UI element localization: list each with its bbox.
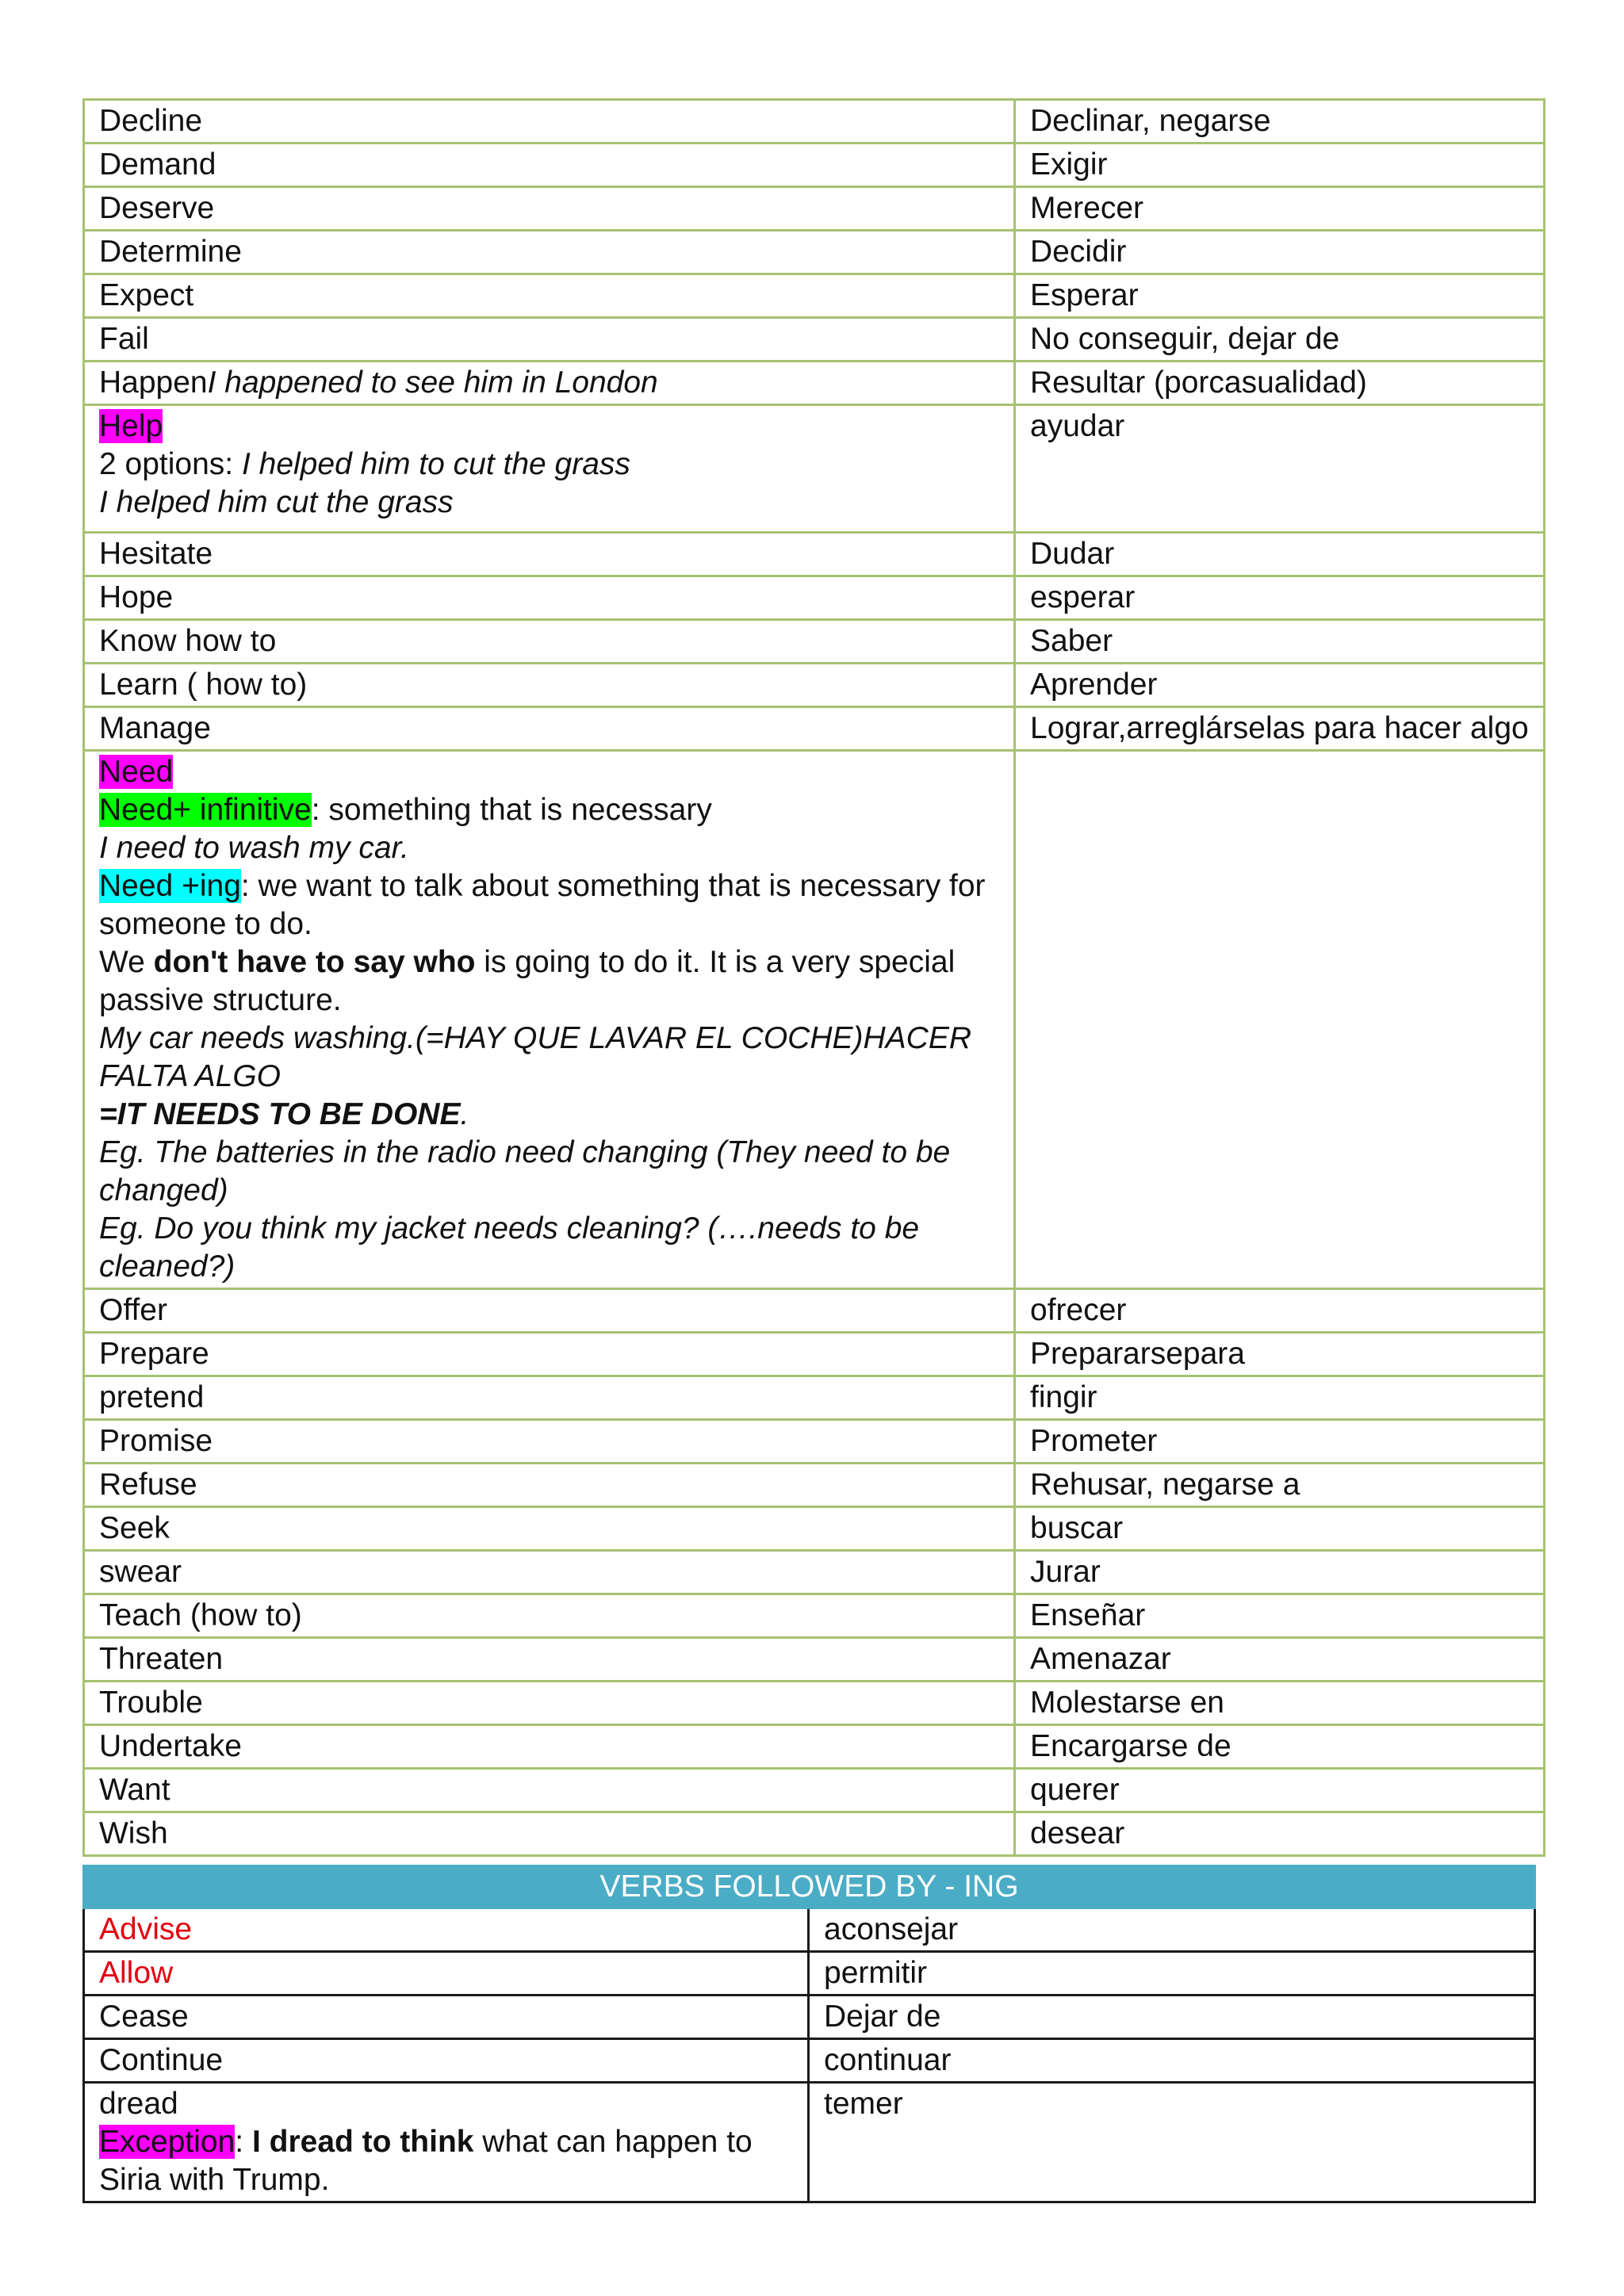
table-row	[84, 1952, 1535, 1996]
translation-cell: Rehusar, negarse a	[1015, 1464, 1545, 1507]
verb-cell: Want	[84, 1769, 1015, 1812]
verb-example: Eg. Do you think my jacket needs cleaning? (….needs to be cleaned?)	[99, 1211, 920, 1284]
table-row	[84, 1725, 1545, 1769]
table-row	[84, 576, 1545, 620]
table-row	[84, 362, 1545, 405]
translation-cell: ayudar	[1015, 405, 1545, 533]
example-period: .	[460, 1097, 469, 1131]
translation-cell: Molestarse en	[1015, 1682, 1545, 1725]
verb-cell: Deserve	[84, 187, 1015, 231]
translation-cell	[1015, 751, 1545, 1289]
table-row	[84, 144, 1545, 187]
translation-cell: querer	[1015, 1769, 1545, 1812]
table-row	[84, 1333, 1545, 1376]
verb-example-bold: =IT NEEDS TO BE DONE	[99, 1097, 461, 1131]
table-row	[84, 1376, 1545, 1420]
need-infinitive-label: Need+ infinitive	[99, 793, 312, 827]
translation-cell: Encargarse de	[1015, 1725, 1545, 1769]
table-row	[84, 1551, 1545, 1594]
translation-cell: Resultar (porcasualidad)	[1015, 362, 1545, 405]
exception-rest: what can happen to Siria with Trump.	[99, 2125, 753, 2197]
translation-cell: temer	[809, 2083, 1535, 2202]
translation-cell: Dejar de	[809, 1996, 1535, 2039]
verb-cell: Fail	[84, 318, 1015, 362]
verb-label: dread	[99, 2087, 178, 2121]
verb-cell: Determine	[84, 231, 1015, 274]
verb-cell	[84, 405, 1015, 533]
verb-example: My car needs washing.(=HAY QUE LAVAR EL COCHE)HACER FALTA ALGO	[99, 1021, 971, 1093]
verb-cell: Know how to	[84, 620, 1015, 664]
verb-cell: Wish	[84, 1812, 1015, 1856]
translation-cell: Lograr,arreglárselas para hacer algo	[1015, 707, 1545, 751]
translation-cell: esperar	[1015, 576, 1545, 620]
verb-example: I helped him cut the grass	[99, 485, 454, 519]
table-row	[84, 1594, 1545, 1638]
translation-cell: Enseñar	[1015, 1594, 1545, 1638]
translation-cell: Amenazar	[1015, 1638, 1545, 1682]
verb-cell: Promise	[84, 1420, 1015, 1464]
verb-cell: pretend	[84, 1376, 1015, 1420]
translation-cell: ofrecer	[1015, 1289, 1545, 1333]
table-row	[84, 1420, 1545, 1464]
table-row	[84, 1464, 1545, 1507]
table-row	[84, 274, 1545, 318]
need-ing-label: Need +ing	[99, 869, 241, 903]
need-ing-text: : we want to talk about something that is necessary for someone to do.	[99, 869, 986, 941]
translation-cell: fingir	[1015, 1376, 1545, 1420]
table-row	[84, 1638, 1545, 1682]
verb-cell: Hesitate	[84, 533, 1015, 576]
verb-cell: Seek	[84, 1507, 1015, 1551]
translation-cell: Esperar	[1015, 274, 1545, 318]
translation-cell: permitir	[809, 1952, 1535, 1996]
need-infinitive-text: : something that is necessary	[311, 793, 712, 827]
table-row	[84, 231, 1545, 274]
table-row	[84, 1682, 1545, 1725]
translation-cell: Saber	[1015, 620, 1545, 664]
verb-example: I happened to see him in London	[207, 365, 658, 400]
verb-cell: Manage	[84, 707, 1015, 751]
verb-cell: Threaten	[84, 1638, 1015, 1682]
need-bold: don't have to say who	[153, 945, 476, 979]
table-row	[84, 187, 1545, 231]
translation-cell: buscar	[1015, 1507, 1545, 1551]
table-row	[84, 751, 1545, 1289]
translation-cell: Prepararsepara	[1015, 1333, 1545, 1376]
verb-cell: Prepare	[84, 1333, 1015, 1376]
verb-cell: Refuse	[84, 1464, 1015, 1507]
table-row	[84, 1996, 1535, 2039]
verb-cell	[84, 362, 1015, 405]
translation-cell: Decidir	[1015, 231, 1545, 274]
translation-cell: Prometer	[1015, 1420, 1545, 1464]
translation-cell: Exigir	[1015, 144, 1545, 187]
ing-verbs-table	[82, 1865, 1536, 2203]
table-row	[84, 1812, 1545, 1856]
table-row	[84, 100, 1545, 144]
verb-cell: Expect	[84, 274, 1015, 318]
translation-cell: aconsejar	[809, 1908, 1535, 1952]
verb-cell	[84, 2083, 809, 2202]
verb-cell: Undertake	[84, 1725, 1015, 1769]
translation-cell: Declinar, negarse	[1015, 100, 1545, 144]
table-row	[84, 707, 1545, 751]
translation-cell: desear	[1015, 1812, 1545, 1856]
highlighted-verb: Need	[99, 755, 174, 789]
table-row	[84, 620, 1545, 664]
verb-cell: Offer	[84, 1289, 1015, 1333]
translation-cell: Merecer	[1015, 187, 1545, 231]
verb-cell: Decline	[84, 100, 1015, 144]
table-row	[84, 1908, 1535, 1952]
verb-example: I need to wash my car.	[99, 831, 409, 865]
translation-cell: Aprender	[1015, 664, 1545, 707]
table-header-row	[84, 1866, 1535, 1908]
table-title: VERBS FOLLOWED BY - ING	[84, 1866, 1535, 1908]
need-we: We	[99, 945, 154, 979]
verb-cell: Demand	[84, 144, 1015, 187]
verb-cell: Allow	[84, 1952, 809, 1996]
verb-cell: Trouble	[84, 1682, 1015, 1725]
verb-cell: Cease	[84, 1996, 809, 2039]
to-infinitive-verbs-table	[82, 98, 1545, 1857]
table-row	[84, 2039, 1535, 2083]
exception-colon: :	[235, 2125, 252, 2159]
verb-cell: Advise	[84, 1908, 809, 1952]
exception-bold: I dread to think	[251, 2125, 474, 2159]
need-we-rest: is going to do it. It is a very special passive structure.	[99, 945, 956, 1017]
table-row	[84, 2083, 1535, 2202]
verb-cell: swear	[84, 1551, 1015, 1594]
verb-cell: Learn ( how to)	[84, 664, 1015, 707]
verb-cell: Continue	[84, 2039, 809, 2083]
translation-cell: continuar	[809, 2039, 1535, 2083]
table-row	[84, 1289, 1545, 1333]
verb-example: I helped him to cut the grass	[241, 447, 630, 481]
exception-label: Exception	[99, 2125, 236, 2159]
translation-cell: Jurar	[1015, 1551, 1545, 1594]
highlighted-verb: Help	[99, 409, 163, 443]
table-row	[84, 533, 1545, 576]
table-row	[84, 1769, 1545, 1812]
translation-cell: Dudar	[1015, 533, 1545, 576]
table-row	[84, 1507, 1545, 1551]
verb-cell: Hope	[84, 576, 1015, 620]
verb-cell: Teach (how to)	[84, 1594, 1015, 1638]
table-row	[84, 318, 1545, 362]
table-row	[84, 405, 1545, 533]
verb-cell	[84, 751, 1015, 1289]
verb-example: Eg. The batteries in the radio need changing (They need to be changed)	[99, 1135, 951, 1207]
verb-label: Happen	[99, 365, 208, 400]
options-label: 2 options:	[99, 447, 242, 481]
table-row	[84, 664, 1545, 707]
translation-cell: No conseguir, dejar de	[1015, 318, 1545, 362]
